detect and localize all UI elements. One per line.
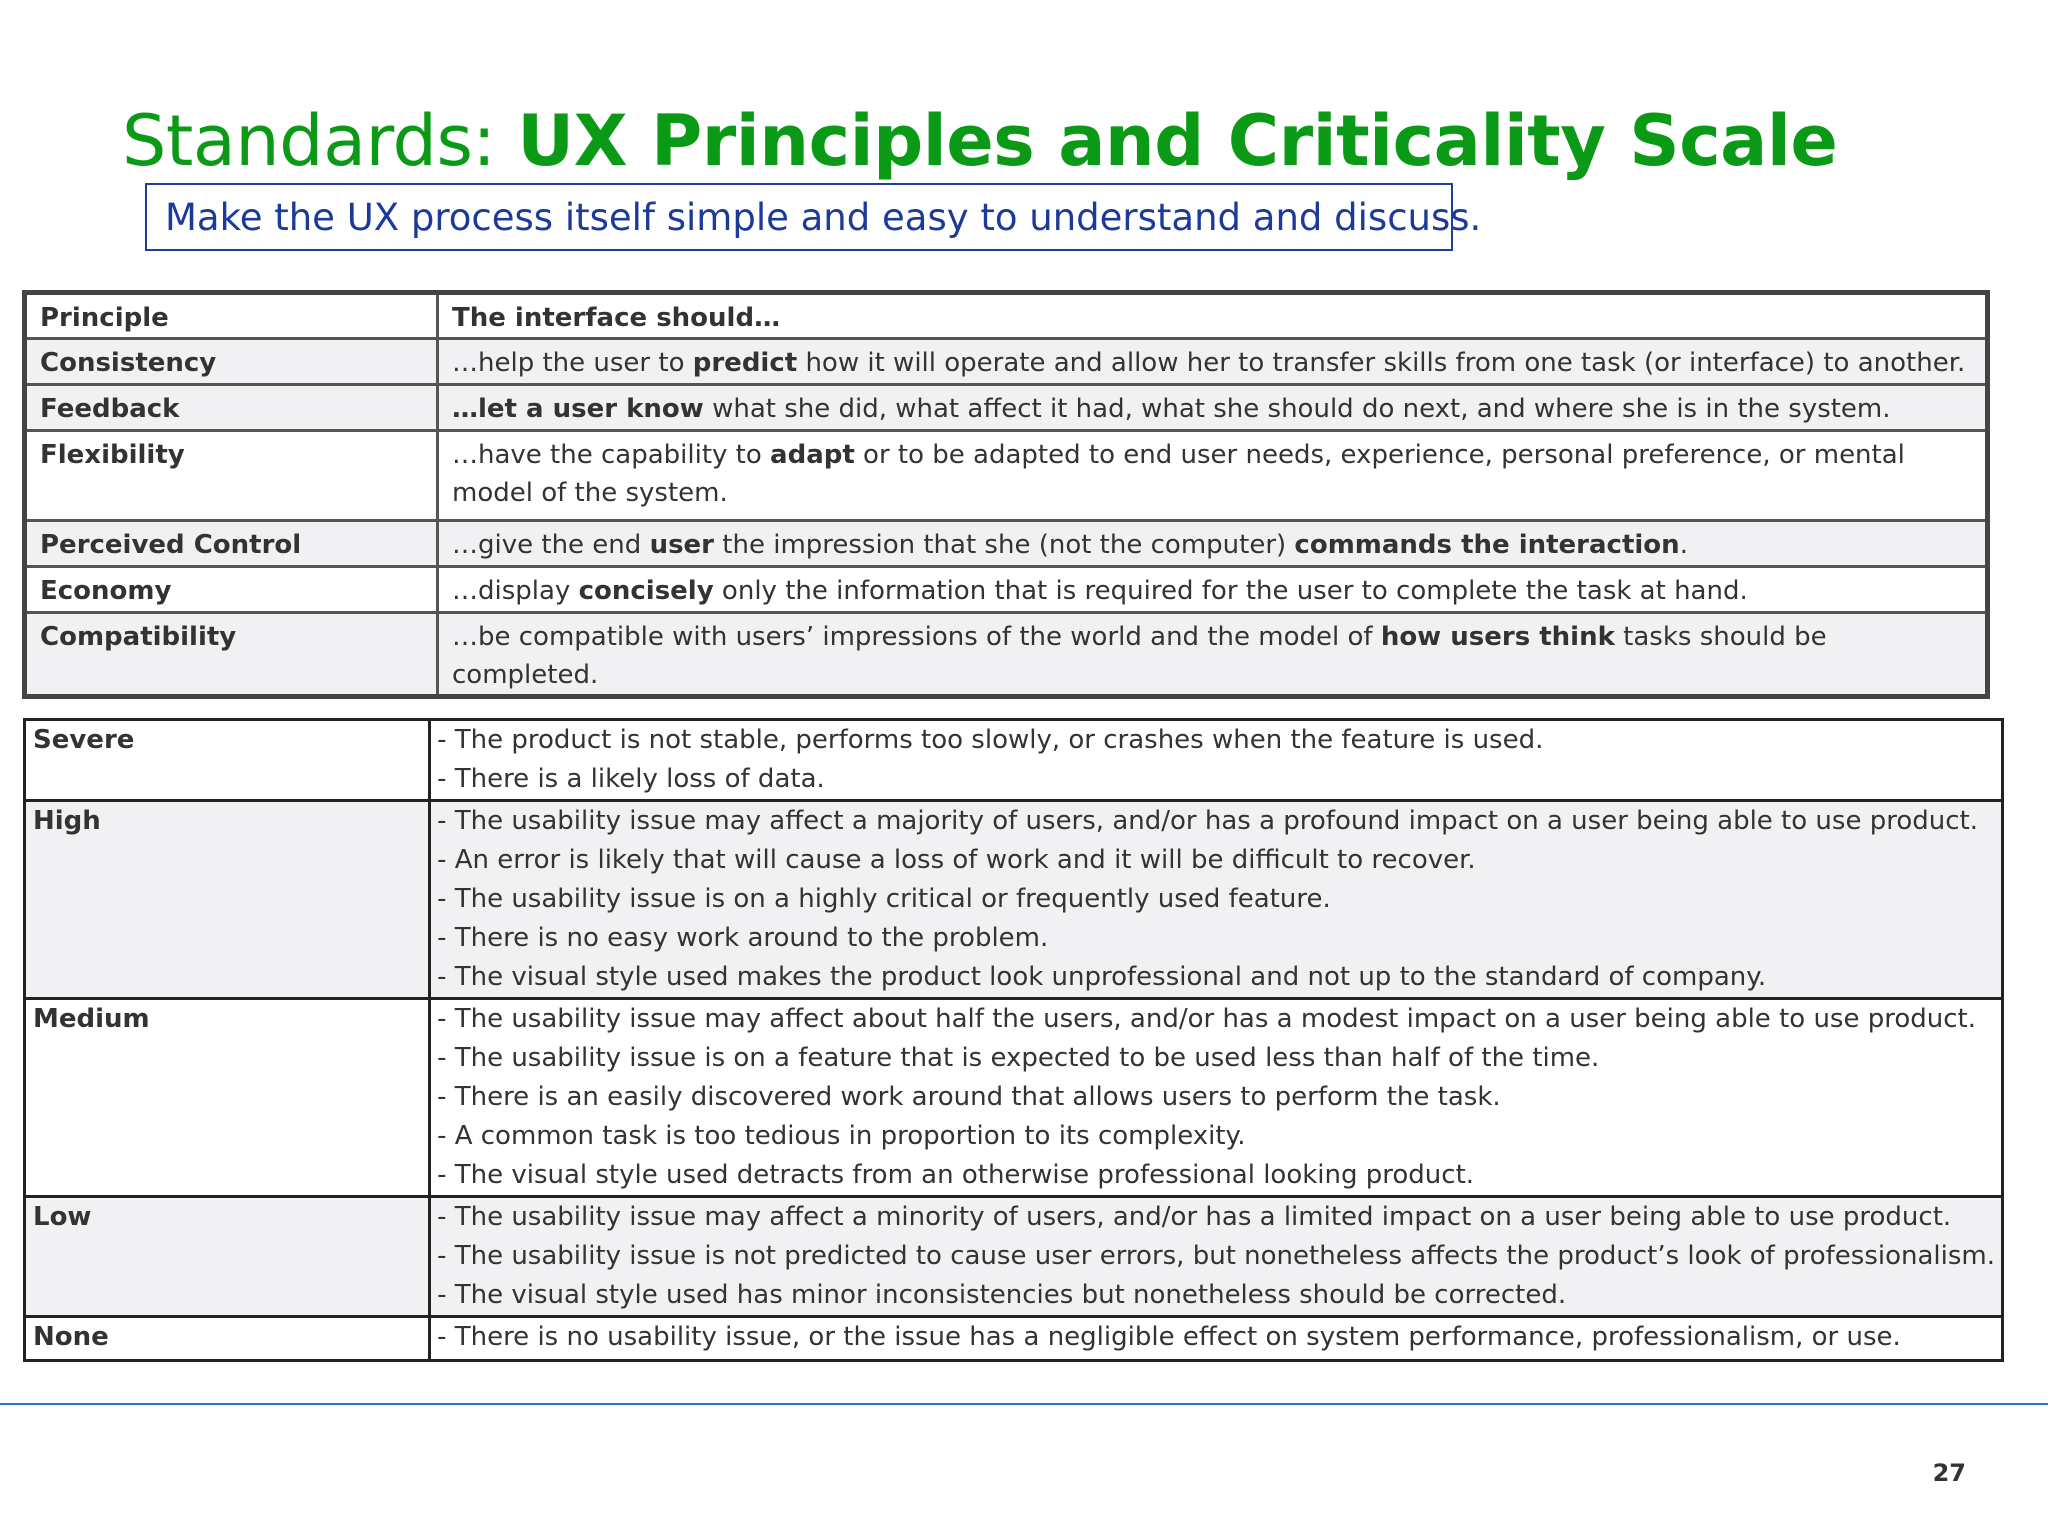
criticality-line: - The visual style used makes the product look unprofessional and not up to the standard of company. [437,962,1767,992]
page-number: 27 [1932,1459,1966,1487]
criticality-row [25,720,2003,801]
principle-text: or to be adapted to end user needs, experience, personal preference, or mental model of the system. [452,440,1905,508]
criticality-line: - The visual style used has minor inconsistencies but nonetheless should be corrected. [437,1280,1567,1310]
criticality-line: - The usability issue may affect about half the users, and/or has a modest impact on a user being able to use product. [437,1004,1976,1034]
principle-name: Economy [25,567,438,613]
principle-text: …help the user to [452,348,693,378]
principle-keyword: adapt [770,440,855,470]
principle-keyword: user [649,530,715,560]
criticality-line: - The usability issue is on a feature that is expected to be used less than half of the time. [437,1043,1600,1073]
slide-title [122,98,1837,184]
principle-description [438,521,1988,567]
principle-description [438,613,1988,697]
principle-text: …display [452,576,579,606]
principle-text: only the information that is required for the user to complete the task at hand. [713,576,1748,606]
principle-text: …be compatible with users’ impressions of the world and the model of [452,622,1381,652]
principle-keyword: predict [692,348,798,378]
principle-text: . [1679,530,1688,560]
principle-keyword: …let a user know [452,394,704,424]
principle-keyword: commands the interaction [1294,530,1680,560]
principle-row [25,521,1988,567]
criticality-level: None [25,1317,430,1361]
principle-description [438,339,1988,385]
principle-description [438,431,1988,521]
criticality-line: - There is no easy work around to the problem. [437,923,1049,953]
criticality-description [430,1317,2003,1361]
principle-name: Feedback [25,385,438,431]
criticality-line: - There is no usability issue, or the issue has a negligible effect on system performance, professionalism, or use. [437,1322,1901,1352]
criticality-line: - The product is not stable, performs too slowly, or crashes when the feature is used. [437,725,1544,755]
criticality-line: - The usability issue may affect a majority of users, and/or has a profound impact on a user being able to use product. [437,806,1978,836]
principle-row [25,339,1988,385]
principle-name: Consistency [25,339,438,385]
criticality-description [430,801,2003,999]
principle-description [438,567,1988,613]
criticality-row [25,1197,2003,1317]
criticality-row [25,999,2003,1197]
criticality-line: - The usability issue is on a highly critical or frequently used feature. [437,884,1331,914]
criticality-line: - There is a likely loss of data. [437,764,825,794]
principles-table [22,290,1990,699]
criticality-line: - The usability issue is not predicted to cause user errors, but nonetheless affects the product’s look of professionalism. [437,1241,1995,1271]
criticality-line: - The visual style used detracts from an otherwise professional looking product. [437,1160,1475,1190]
criticality-line: - An error is likely that will cause a loss of work and it will be difficult to recover. [437,845,1476,875]
subtitle-text: Make the UX process itself simple and easy to understand and discuss. [165,195,1482,239]
principle-text: what she did, what affect it had, what she should do next, and where she is in the system. [703,394,1891,424]
principle-row [25,431,1988,521]
principle-name: Flexibility [25,431,438,521]
criticality-level: High [25,801,430,999]
principle-text: …give the end [452,530,650,560]
principle-text: …have the capability to [452,440,771,470]
title-emphasis: UX Principles and Criticality Scale [517,100,1838,182]
criticality-level: Medium [25,999,430,1197]
criticality-description [430,1197,2003,1317]
criticality-description [430,720,2003,801]
principle-description [438,385,1988,431]
subtitle-box [145,183,1482,251]
criticality-line: - A common task is too tedious in proportion to its complexity. [437,1121,1246,1151]
criticality-line: - The usability issue may affect a minority of users, and/or has a limited impact on a user being able to use product. [437,1202,1952,1232]
criticality-description [430,999,2003,1197]
principle-row [25,567,1988,613]
principle-text: tasks should be completed. [452,622,1827,690]
principles-header-row [25,293,1988,339]
principle-name: Perceived Control [25,521,438,567]
footer-divider [0,1403,2048,1405]
principle-header-cell: Principle [25,293,438,339]
principle-keyword: concisely [578,576,714,606]
description-header-cell: The interface should… [438,293,1988,339]
title-prefix: Standards: [122,100,518,182]
criticality-line: - There is an easily discovered work around that allows users to perform the task. [437,1082,1501,1112]
criticality-table [23,718,2004,1362]
criticality-row [25,1317,2003,1361]
principle-keyword: how users think [1380,622,1615,652]
criticality-level: Low [25,1197,430,1317]
principle-row [25,385,1988,431]
criticality-row [25,801,2003,999]
principle-text: the impression that she (not the computer) [714,530,1295,560]
principle-row [25,613,1988,697]
principle-name: Compatibility [25,613,438,697]
criticality-level: Severe [25,720,430,801]
principle-text: how it will operate and allow her to transfer skills from one task (or interface) to another. [797,348,1966,378]
